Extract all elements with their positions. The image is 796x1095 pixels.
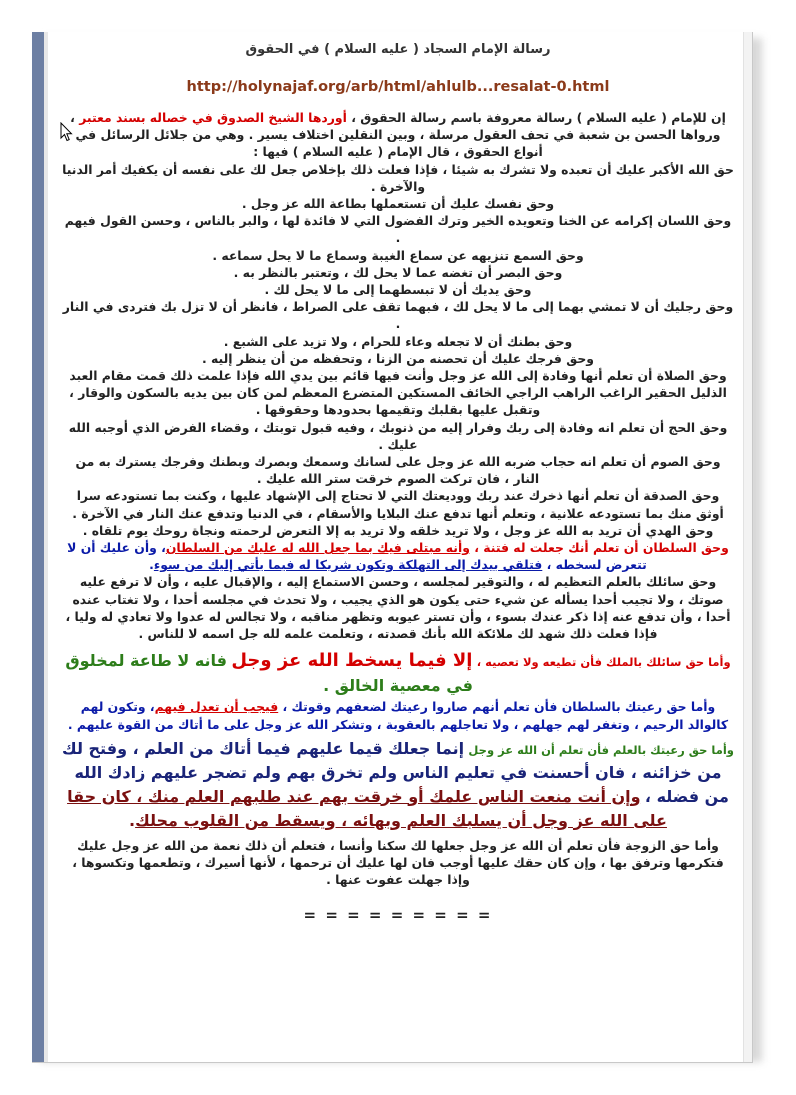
subjects-text-b: فيجب أن تعدل فيهم bbox=[154, 699, 279, 715]
sultan-text-d: فتلقي بيدك إلى التهلكة وتكون شريكا له فيما يأتي إليك من سوء bbox=[153, 557, 543, 573]
intro-text-a: إن للإمام ( عليه السلام ) رسالة معروفة باسم رسالة الحقوق ، bbox=[351, 110, 726, 125]
knowledge-text-a: وأما حق رعيتك بالعلم فأن تعلم أن الله عز وجل bbox=[468, 742, 734, 757]
right-line: وحق يديك أن لا تبسطهما إلى ما لا يحل لك . bbox=[264, 282, 532, 298]
subjects-text-a: وأما حق رعيتك بالسلطان فأن تعلم أنهم صاروا رعيتك لضعفهم وقوتك ، bbox=[282, 699, 716, 715]
right-line: وحق رجليك أن لا تمشي بهما إلى ما لا يحل لك ، فبهما تقف على الصراط ، فانظر أن لا تزل بك فتردى في النار . bbox=[62, 299, 734, 332]
king-text-b: إلا فيما يسخط الله عز وجل bbox=[231, 650, 473, 672]
knowledge-text-b: إنما جعلك قيما عليهم فيما أتاك من العلم ، وفتح لك من خزائنه ، فان أحسنت في تعليم الناس ولم تخرق بهم ولم تضجر عليهم زادك الله من فضله ، bbox=[62, 738, 729, 806]
teacher-paragraph: وحق سائلك بالعلم التعظيم له ، والتوقير لمجلسه ، وحسن الاستماع إليه ، والإقبال عليه ، وأن لا ترفع عليه صوتك ، ولا تجيب أحدا يسأله عن شيء حتى يكون هو الذي يجيب ، ولا تحدث في مجلسه أحدا ، ولا تغتاب عنده أحدا ، وأن تدفع عنه إذا ذكر عندك بسوء ، وأن تستر عيوبه وتظهر مناقبه ، ولا تجالس له عدوا ولا تعادي له وليا ، فإذا فعلت ذلك شهد لك ملائكة الله بأنك قصدته ، وتعلمت علمه لله جل اسمه لا للناس . bbox=[65, 574, 731, 642]
subjects-text-c: ، وتكون لهم كالوالد الرحيم ، وتغفر لهم جهلهم ، ولا تعاجلهم بالعقوبة ، وتشكر الله عز وجل على ما أتاك من القوة عليهم . bbox=[67, 699, 729, 732]
knowledge-paragraph bbox=[62, 737, 734, 833]
sultan-text-a: وحق السلطان أن تعلم أنك جعلت له فتنة ، bbox=[474, 540, 729, 556]
right-line: وحق الهدي أن تريد به الله عز وجل ، ولا تريد خلقه ولا تريد به إلا التعرض لرحمته ونجاة روحك يوم تلقاه . bbox=[82, 522, 714, 538]
sultan-text-e: . bbox=[149, 557, 154, 573]
right-line: وحق نفسك عليك أن تستعملها بطاعة الله عز وجل . bbox=[241, 196, 555, 212]
king-text-a: وأما حق سائلك بالملك فأن تطيعه ولا تعصيه ، bbox=[476, 655, 731, 670]
right-line: وحق السمع تنزيهه عن سماع الغيبة وسماع ما لا يحل سماعه . bbox=[212, 247, 584, 263]
right-line: وحق الحج أن تعلم انه وفادة إلى ربك وفرار إليه من ذنوبك ، وفيه قبول توبتك ، وقضاء الفرض الذي أوجبه الله عليك . bbox=[68, 419, 728, 452]
wife-paragraph: وأما حق الزوجة فأن تعلم أن الله عز وجل جعلها لك سكنا وأنسا ، فتعلم أن ذلك نعمة من الله عز وجل عليك فتكرمها وترفق بها ، وإن كان حقك عليها أوجب فان لها عليك أن ترحمها ، لأنها أسيرك ، وتطعمها وتكسوها ، وإذا جهلت عفوت عنها . bbox=[72, 837, 724, 888]
subjects-paragraph bbox=[62, 698, 734, 732]
right-line: وحق البصر أن تغضه عما لا يحل لك ، وتعتبر بالنظر به . bbox=[233, 264, 563, 280]
right-line: وحق فرجك عليك أن تحصنه من الزنا ، وتحفظه من أن ينظر إليه . bbox=[201, 350, 594, 366]
intro-highlight: أوردها الشيخ الصدوق في خصاله بسند معتبر bbox=[79, 110, 347, 125]
right-line: وحق الصوم أن تعلم انه حجاب ضربه الله عز وجل على لسانك وسمعك وبصرك وبطنك وفرجك يسترك به من النار ، فان تركت الصوم خرقت ستر الله عليك . bbox=[75, 454, 721, 487]
separator: = = = = = = = = = bbox=[303, 906, 493, 925]
right-line: حق الله الأكبر عليك أن تعبده ولا تشرك به شيئا ، فإذا فعلت ذلك بإخلاص جعل لك على نفسه أن يكفيك أمر الدنيا والآخرة . bbox=[62, 161, 734, 194]
scrollbar[interactable] bbox=[743, 32, 752, 1062]
document-content bbox=[62, 42, 734, 924]
mouse-cursor-icon bbox=[60, 122, 74, 142]
right-line: وحق بطنك أن لا تجعله وعاء للحرام ، ولا تزيد على الشبع . bbox=[223, 333, 573, 349]
sultan-text-c: ، وأن عليك أن لا تتعرض لسخطه ، bbox=[67, 540, 647, 573]
knowledge-text-c: وإن أنت منعت الناس علمك أو خرقت بهم عند طلبهم العلم منك ، كان حقا على الله عز وجل أن يسلبك العلم وبهائه ، ويسقط من القلوب محلك bbox=[67, 786, 667, 830]
page-title: رسالة الإمام السجاد ( عليه السلام ) في الحقوق bbox=[245, 42, 551, 57]
intro-text-c: ، ورواها الحسن بن شعبة في تحف العقول مرسلة ، وبين النقلين اختلاف يسير . وهي من جلائل الرسائل في أنواع الحقوق ، قال الإمام ( عليه السلام ) فيها : bbox=[70, 110, 721, 160]
king-paragraph bbox=[62, 648, 734, 698]
sidebar-bar bbox=[32, 32, 44, 1062]
knowledge-text-d: . bbox=[129, 810, 136, 830]
sultan-paragraph bbox=[62, 539, 734, 573]
sultan-text-b: وأنه مبتلى فيك بما جعل الله له عليك من السلطان bbox=[165, 540, 470, 556]
intro-paragraph bbox=[62, 109, 734, 161]
right-line: وحق الصدقة أن تعلم أنها ذخرك عند ربك ووديعتك التي لا تحتاج إلى الإشهاد عليها ، وكنت بما تستودعه سرا أوثق منك بما تستودعه علانية ، وتعلم أنها تدفع عنك البلايا والأسقام ، في الدنيا وتدفع عنك النار في الآخرة . bbox=[72, 488, 724, 521]
source-link[interactable]: http://holynajaf.org/arb/html/ahlulb...resalat-0.html bbox=[186, 79, 610, 95]
sidebar-divider bbox=[44, 32, 48, 1062]
king-text-c: فانه لا طاعة لمخلوق في معصية الخالق . bbox=[65, 651, 473, 696]
right-line: وحق الصلاة أن تعلم أنها وفادة إلى الله عز وجل وأنت فيها قائم بين يدي الله فإذا علمت ذلك قمت مقام العبد الذليل الحقير الراغب الراهب الراجي الخائف المستكين المتضرع المعظم لمن كان بين يديه بالسكون والوقار ، وتقبل عليها بقلبك وتقيمها بحدودها وحقوقها . bbox=[69, 368, 727, 418]
right-line: وحق اللسان إكرامه عن الخنا وتعويده الخير وترك الفضول التي لا فائدة لها ، والبر بالناس ، وحسن القول فيهم . bbox=[64, 213, 732, 246]
document-page[interactable] bbox=[32, 32, 753, 1063]
